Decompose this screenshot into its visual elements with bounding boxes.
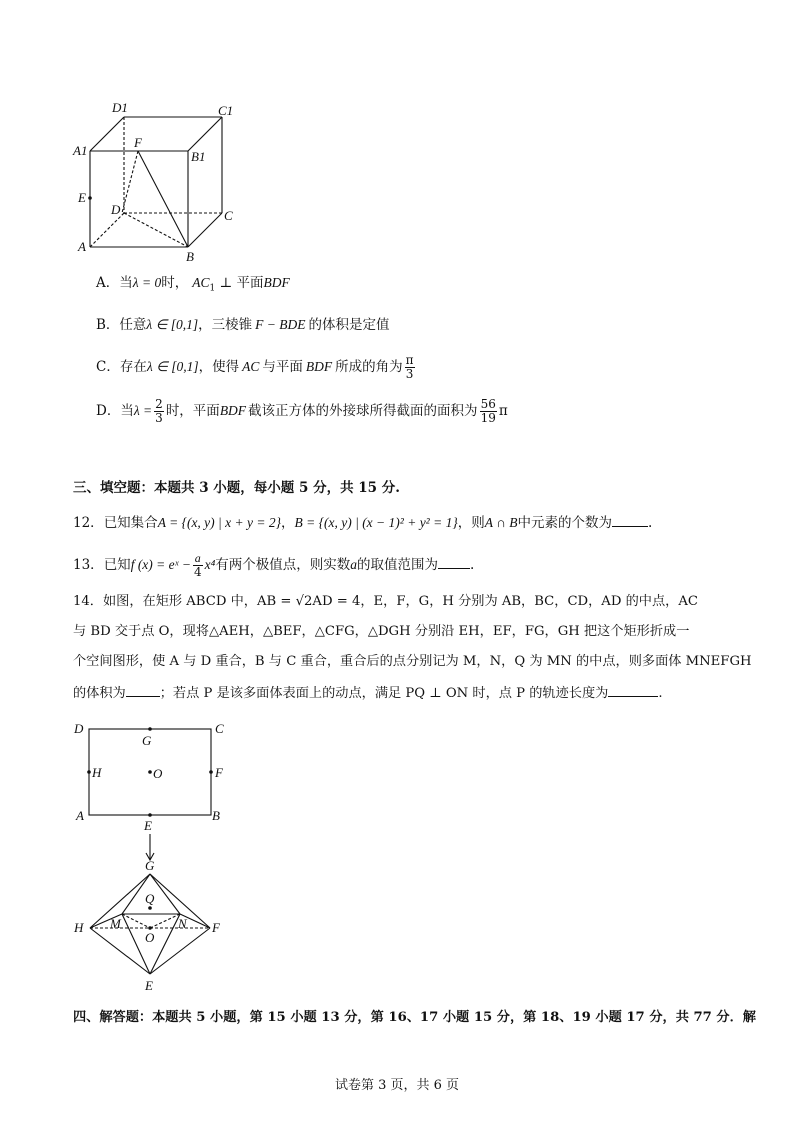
rect-label-h: H	[92, 765, 102, 780]
option-b	[96, 315, 390, 335]
option-c-lambda: λ ∈ [0,1]	[146, 359, 199, 374]
option-d-fraction-2: $\frac{56}{19}$	[480, 397, 496, 425]
cube-label-c1: C1	[218, 103, 234, 118]
question-14-text: 与 BD 交于点 O，现将△AEH，△BEF，△CFG，△DGH 分别沿 EH，EF，FG，GH 把这个矩形折成一	[73, 624, 690, 639]
option-c-text: 所成的角为	[335, 359, 403, 375]
rect-label-b: B	[212, 808, 220, 823]
rect-label-c: C	[215, 721, 224, 736]
option-d	[96, 398, 508, 425]
option-b-tetra: F − BDE	[255, 317, 306, 332]
option-b-text: ，三棱锥	[198, 317, 253, 333]
option-d-fraction-1: $\frac{2}{3}$	[155, 397, 163, 425]
question-14-text: ；若点 P 是该多面体表面上的动点，满足 PQ ⊥ ON 时，点 P 的轨迹长度为	[159, 686, 609, 701]
point-e	[88, 196, 92, 200]
question-12-text: ，	[281, 515, 295, 531]
question-13-text: 已知	[103, 557, 131, 573]
question-14-line-3	[73, 652, 752, 672]
question-14-answer-blank-1[interactable]	[126, 682, 160, 697]
question-12-set-b: B = {(x, y) | (x − 1)² + y² = 1}	[294, 515, 458, 530]
solid-label-f: F	[212, 920, 220, 935]
question-13-function: f (x) = eˣ −	[130, 557, 191, 572]
cube-label-f: F	[134, 135, 142, 150]
option-a-letter: A．	[96, 275, 120, 291]
option-b-letter: B．	[96, 317, 120, 333]
question-13-x4: x⁴	[204, 557, 216, 572]
option-c-text: 与平面	[262, 359, 303, 375]
option-c-plane: BDF	[305, 359, 333, 374]
rectangle-figure	[70, 715, 240, 835]
solid-label-e: E	[145, 978, 153, 993]
question-12-text: 中元素的个数为	[517, 515, 612, 531]
question-14-text: 个空间图形，使 A 与 D 重合，B 与 C 重合，重合后的点分别记为 M，N，Q 为 MN 的中点，则多面体 MNEFGH	[73, 654, 752, 669]
question-13-fraction: $\frac{a}{4}$	[193, 551, 202, 579]
question-12-set-a: A = {(x, y) | x + y = 2}	[157, 515, 281, 530]
rect-label-o: O	[153, 766, 163, 781]
question-12-intersection: A ∩ B	[484, 515, 518, 530]
option-d-text: 时，平面	[165, 403, 220, 419]
question-14-line-4	[73, 682, 663, 704]
option-c	[96, 354, 417, 381]
option-a-lambda: λ = 0	[132, 275, 162, 290]
cube-figure	[70, 95, 250, 265]
cube-label-d1: D1	[112, 100, 128, 115]
question-14-answer-blank-2[interactable]	[608, 682, 658, 697]
rect-label-d: D	[74, 721, 84, 736]
question-13-number: 13．	[73, 557, 104, 573]
solid-label-q: Q	[145, 891, 155, 906]
option-a-text: 时，	[161, 275, 189, 291]
option-d-text: 截该正方体的外接球所得截面的面积为	[248, 403, 478, 419]
option-c-text: ，使得	[198, 359, 240, 375]
question-13-text: 有两个极值点，则实数	[215, 557, 351, 573]
rect-label-f: F	[215, 765, 223, 780]
question-12-period: .	[648, 515, 653, 531]
question-14-number: 14．	[73, 594, 103, 609]
cube-label-a: A	[78, 239, 86, 254]
option-d-pi: π	[498, 403, 508, 419]
option-d-text: 当	[120, 403, 134, 419]
solid-label-o: O	[145, 930, 155, 945]
cube-label-a1: A1	[73, 143, 88, 158]
polyhedron-figure	[70, 858, 240, 993]
cube-label-c: C	[224, 208, 233, 223]
question-12-number: 12．	[73, 515, 104, 531]
question-12-text: ，则	[457, 515, 485, 531]
rect-label-g: G	[142, 733, 152, 748]
cube-label-b1: B1	[191, 149, 206, 164]
option-b-text: 任意	[119, 317, 147, 333]
option-c-fraction: $\frac{\pi}{3}$	[405, 353, 414, 381]
option-a-text: 当	[119, 275, 133, 291]
option-d-plane: BDF	[219, 403, 247, 418]
option-c-ac: AC	[242, 359, 260, 374]
option-a-ac: AC	[192, 275, 210, 290]
option-c-letter: C．	[96, 359, 120, 375]
option-a	[96, 273, 290, 299]
question-13	[73, 552, 474, 579]
question-13-a: a	[350, 557, 358, 572]
page-footer: 试卷第 3 页，共 6 页	[334, 1078, 460, 1093]
question-14-text: 如图，在矩形 ABCD 中，AB = √2AD = 4，E，F，G，H 分别为 AB，BC，CD，AD 的中点，AC	[102, 594, 698, 609]
question-12-text: 已知集合	[103, 515, 158, 531]
rect-label-e: E	[144, 818, 152, 833]
solid-label-n: N	[178, 916, 187, 931]
option-b-text: 的体积是定值	[308, 317, 390, 333]
cube-label-e: E	[78, 190, 86, 205]
option-d-lambda: λ =	[133, 403, 153, 418]
question-14-period: .	[658, 686, 663, 701]
solid-label-m: M	[110, 916, 121, 931]
option-c-text: 存在	[119, 359, 147, 375]
question-12	[73, 512, 652, 533]
question-14-text: 的体积为	[73, 686, 126, 701]
option-a-subscript: 1	[209, 283, 216, 294]
option-a-plane: BDF	[263, 275, 290, 290]
solid-label-g: G	[145, 858, 155, 873]
option-b-lambda: λ ∈ [0,1]	[146, 317, 199, 332]
question-13-answer-blank[interactable]	[438, 554, 470, 569]
question-13-period: .	[470, 557, 475, 573]
cube-label-b: B	[186, 249, 194, 264]
cube-label-d: D	[111, 202, 121, 217]
rect-label-a: A	[76, 808, 84, 823]
question-14-line-2	[73, 622, 689, 642]
section-3-heading: 三、填空题：本题共 3 小题，每小题 5 分，共 15 分.	[73, 480, 400, 496]
section-4-heading: 四、解答题：本题共 5 小题，第 15 小题 13 分，第 16、17 小题 15 分，第 18、19 小题 17 分，共 77 分．解	[73, 1010, 756, 1025]
question-13-text: 的取值范围为	[357, 557, 439, 573]
option-a-text: ⊥ 平面	[215, 275, 264, 291]
solid-label-h: H	[74, 920, 84, 935]
option-d-letter: D．	[96, 403, 121, 419]
question-12-answer-blank[interactable]	[612, 512, 648, 527]
question-14-line-1	[73, 592, 698, 612]
